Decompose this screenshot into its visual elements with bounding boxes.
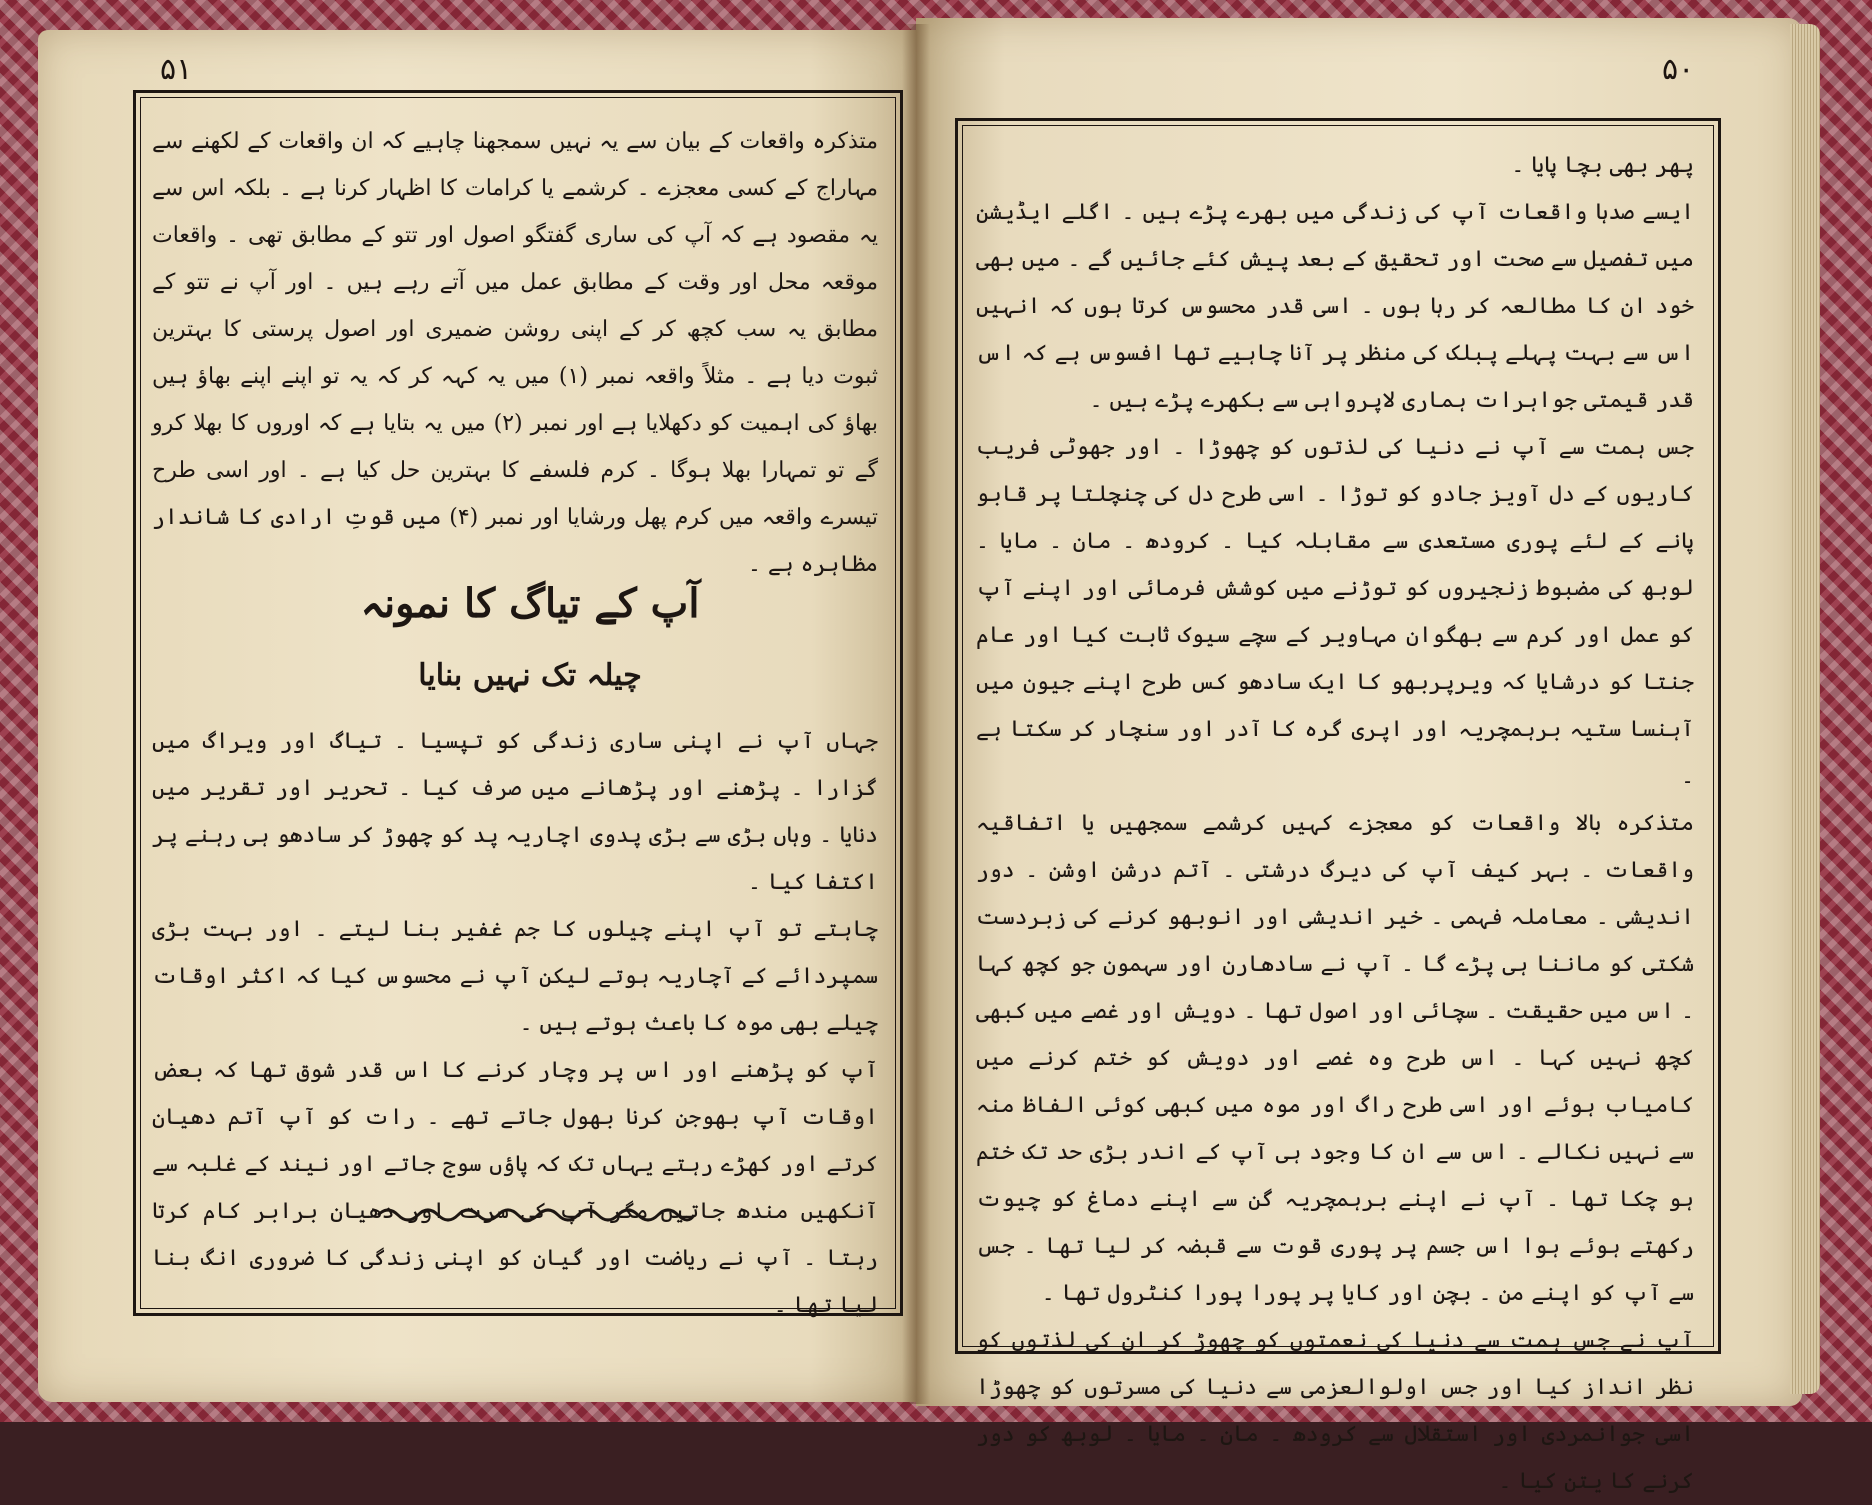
left-page-intro-text xyxy=(152,118,878,588)
page-edges xyxy=(1790,24,1820,1394)
paragraph: متذکرہ بالا واقعات کو معجزے کہیں کرشمے سمجھیں یا اتفاقیہ واقعات ۔ بہر کیف آپ کی دیرگ درشتی ۔ آتم درشن اوشن ۔ دور اندیشی ۔ معاملہ فہمی ۔ خیر اندیشی اور انوبھو کرنے کی زبردست شکتی کو ماننا ہی پڑے گا ۔ آپ نے سادھارن اور سہمون جو کچھ کہا ۔ اس میں حقیقت ۔ سچائی اور اصول تھا ۔ دویش اور غصے میں کبھی کچھ نہیں کہا ۔ اس طرح وہ غصے اور دویش کو ختم کرنے میں کامیاب ہوئے اور اسی طرح راگ اور موہ میں کبھی کوئی الفاظ منہ سے نہیں نکالے ۔ اس سے ان کا وجود ہی آپ کے اندر بڑی حد تک ختم ہو چکا تھا ۔ آپ نے اپنے برہمچریہ گن سے اپنے دماغ کو چیوت رکھتے ہوئے ہوا اس جسم پر پوری قوت سے قبضہ کر لیا تھا ۔ جس سے آپ کو اپنے من ۔ بچن اور کایا پر پورا پورا کنٹرول تھا ۔ xyxy=(976,811,1694,1306)
right-page-number: ۵۰ xyxy=(1662,52,1695,87)
paragraph: جہاں آپ نے اپنی ساری زندگی کو تپسیا ۔ تیاگ اور ویراگ میں گزارا ۔ پڑھنے اور پڑھانے میں صرف کیا ۔ تحریر اور تقریر میں دنایا ۔ وہاں بڑی سے بڑی پدوی اچاریہ پد کو چھوڑ کر سادھو ہی رہنے پر اکتفا کیا ۔ xyxy=(152,729,878,895)
left-page-number: ۵۱ xyxy=(160,52,193,87)
paragraph: آپ نے جس ہمت سے دنیا کی نعمتوں کو چھوڑ کر ان کی لذتوں کو نظر انداز کیا اور جس اولوالعزمی سے دنیا کی مسرتوں کو چھوڑا اسی جوانمردی اور استقلال سے کرودھ ۔ مان ۔ مایا ۔ لوبھ کو دور کرنے کا یتن کیا ۔ xyxy=(976,1328,1694,1494)
paragraph: متذکرہ واقعات کے بیان سے یہ نہیں سمجھنا چاہیے کہ ان واقعات کے لکھنے سے مہاراج کے کسی معجزے ۔ کرشمے یا کرامات کا اظہار کرنا ہے ۔ بلکہ اس سے یہ مقصود ہے کہ آپ کی ساری گفتگو اصول اور تتو کے مطابق تھی ۔ واقعات موقعہ محل اور وقت کے مطابق عمل میں آتے رہے ہیں ۔ اور آپ نے تتو کے مطابق یہ سب کچھ کر کے اپنی روشن ضمیری اور اصول پرستی کا بہترین ثبوت دیا ہے ۔ مثلاً واقعہ نمبر (۱) میں یہ کہہ کر کہ یہ تو اپنے اپنے بھاؤ ہیں بھاؤ کی اہمیت کو دکھلایا ہے اور نمبر (۲) میں یہ بتایا ہے کہ اوروں کا بھلا کرو گے تو تمہارا بھلا ہوگا ۔ کرم فلسفے کا بہترین حل کیا ہے ۔ اور اسی طرح تیسرے واقعہ میں کرم پھل ورشایا اور نمبر (۴) میں قوتِ ارادی کا شاندار مظاہرہ ہے ۔ xyxy=(152,129,879,577)
section-subheading: چیلہ تک نہیں بنایا xyxy=(418,658,642,693)
section-heading: آپ کے تیاگ کا نمونہ xyxy=(360,580,700,627)
paragraph: آپ کو پڑھنے اور اس پر وچار کرنے کا اس قدر شوق تھا کہ بعض اوقات آپ بھوجن کرنا بھول جاتے تھے ۔ رات کو آپ آتم دھیان کرتے اور کھڑے رہتے یہاں تک کہ پاؤں سوج جاتے اور نیند کے غلبہ سے آنکھیں مندھ جاتیں مگر آپ کی سرت اور دھیان برابر کام کرتا رہتا ۔ آپ نے ریاضت اور گیان کو اپنی زندگی کا ضروری انگ بنا لیا تھا ۔ xyxy=(152,1058,878,1318)
right-page-text xyxy=(976,142,1694,1505)
paragraph: چاہتے تو آپ اپنے چیلوں کا جم غفیر بنا لیتے ۔ اور بہت بڑی سمپردائے کے آچاریہ ہوتے لیکن آپ نے محسوس کیا کہ اکثر اوقات چیلے بھی موہ کا باعث ہوتے ہیں ۔ xyxy=(152,917,878,1036)
paragraph: ایسے صدہا واقعات آپ کی زندگی میں بھرے پڑے ہیں ۔ اگلے ایڈیشن میں تفصیل سے صحت اور تحقیق کے بعد پیش کئے جائیں گے ۔ میں بھی خود ان کا مطالعہ کر رہا ہوں ۔ اسی قدر محسوس کرتا ہوں کہ انہیں اس سے بہت پہلے پبلک کی منظر پر آنا چاہیے تھا افسوس ہے کہ اس قدر قیمتی جواہرات ہماری لاپرواہی سے بکھرے پڑے ہیں ۔ xyxy=(976,200,1694,413)
book-spine xyxy=(902,24,930,1404)
paragraph: جس ہمت سے آپ نے دنیا کی لذتوں کو چھوڑا ۔ اور جھوٹی فریب کاریوں کے دل آویز جادو کو توڑا ۔ اسی طرح دل کی چنچلتا پر قابو پانے کے لئے پوری مستعدی سے مقابلہ کیا ۔ کرودھ ۔ مان ۔ مایا ۔ لوبھ کی مضبوط زنجیروں کو توڑنے میں کوشش فرمائی اور اپنے آپ کو عمل اور کرم سے بھگوان مہاویر کے سچے سیوک ثابت کیا اور عام جنتا کو درشایا کہ ویرپربھو کا ایک سادھو کس طرح اپنے جیون میں آہنسا ستیہ برہمچریہ اور اپری گرہ کا آدر اور سنچار کر سکتا ہے ۔ xyxy=(976,435,1694,789)
wavy-divider-ornament xyxy=(376,1200,696,1230)
left-page-body-text xyxy=(152,718,878,1329)
paragraph: پھر بھی بچا پایا ۔ xyxy=(1511,153,1694,178)
